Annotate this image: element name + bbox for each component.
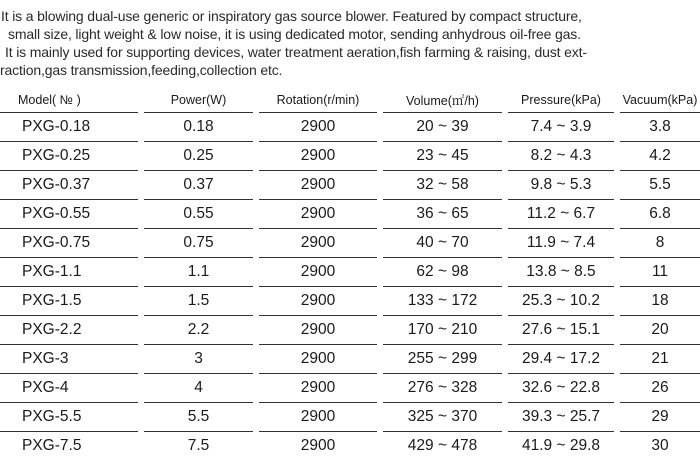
cell-model: PXG-0.25 bbox=[0, 142, 138, 171]
cell-model: PXG-7.5 bbox=[22, 437, 82, 454]
cell-model: PXG-5.5 bbox=[0, 403, 138, 432]
cell-volume: 255 ~ 299 bbox=[383, 345, 502, 374]
cell-vacuum: 4.2 bbox=[620, 142, 700, 171]
cell-volume: 276 ~ 328 bbox=[383, 374, 502, 403]
table-row bbox=[0, 258, 700, 287]
cell-power: 1.5 bbox=[144, 287, 253, 316]
cell-vacuum: 6.8 bbox=[620, 200, 700, 229]
cell-vacuum: 5.5 bbox=[620, 171, 700, 200]
cell-volume: 429 ~ 478 bbox=[407, 437, 478, 454]
description-line: It is a blowing dual-use generic or inspiratory gas source blower. Featured by compact structure, bbox=[1, 8, 582, 24]
table-row bbox=[0, 142, 700, 171]
header-vacuum: Vacuum(kPa) bbox=[620, 88, 700, 113]
cell-pressure: 11.2 ~ 6.7 bbox=[508, 200, 614, 229]
cell-vacuum: 18 bbox=[620, 287, 700, 316]
cell-vacuum: 20 bbox=[620, 316, 700, 345]
cell-power: 4 bbox=[144, 374, 253, 403]
cell-volume: 325 ~ 370 bbox=[383, 403, 502, 432]
cell-rotation: 2900 bbox=[259, 113, 377, 142]
cell-model: PXG-4 bbox=[0, 374, 138, 403]
table-row bbox=[0, 200, 700, 229]
cell-power: 0.25 bbox=[144, 142, 253, 171]
cell-pressure: 9.8 ~ 5.3 bbox=[508, 171, 614, 200]
cell-pressure: 29.4 ~ 17.2 bbox=[508, 345, 614, 374]
table-row bbox=[0, 345, 700, 374]
cell-pressure: 11.9 ~ 7.4 bbox=[508, 229, 614, 258]
cell-rotation: 2900 bbox=[259, 171, 377, 200]
cell-model: PXG-1.5 bbox=[0, 287, 138, 316]
cell-model: PXG-0.18 bbox=[0, 113, 138, 142]
cell-volume: 36 ~ 65 bbox=[383, 200, 502, 229]
header-power: Power(W) bbox=[144, 88, 253, 113]
cell-pressure: 25.3 ~ 10.2 bbox=[508, 287, 614, 316]
table-row bbox=[0, 229, 700, 258]
cell-power: 5.5 bbox=[144, 403, 253, 432]
cell-power: 0.75 bbox=[144, 229, 253, 258]
cell-volume: 23 ~ 45 bbox=[383, 142, 502, 171]
description-line: It is mainly used for supporting devices, water treatment aeration,fish farming & raising, dust ext- bbox=[5, 44, 587, 60]
cell-vacuum: 3.8 bbox=[620, 113, 700, 142]
table-row bbox=[0, 171, 700, 200]
cell-vacuum: 8 bbox=[620, 229, 700, 258]
cell-model: PXG-1.1 bbox=[0, 258, 138, 287]
cell-power: 7.5 bbox=[187, 437, 210, 454]
cell-rotation: 2900 bbox=[259, 229, 377, 258]
cell-power: 2.2 bbox=[144, 316, 253, 345]
cell-power: 1.1 bbox=[144, 258, 253, 287]
cell-vacuum: 11 bbox=[620, 258, 700, 287]
cell-model: PXG-0.75 bbox=[0, 229, 138, 258]
cell-volume: 20 ~ 39 bbox=[383, 113, 502, 142]
cell-rotation: 2900 bbox=[259, 316, 377, 345]
cell-model: PXG-2.2 bbox=[0, 316, 138, 345]
cell-model: PXG-0.37 bbox=[0, 171, 138, 200]
cell-vacuum: 29 bbox=[620, 403, 700, 432]
cell-rotation: 2900 bbox=[259, 142, 377, 171]
table-row bbox=[0, 113, 700, 142]
cell-vacuum: 26 bbox=[620, 374, 700, 403]
cell-rotation: 2900 bbox=[259, 258, 377, 287]
cell-volume: 40 ~ 70 bbox=[383, 229, 502, 258]
cell-volume: 170 ~ 210 bbox=[383, 316, 502, 345]
cell-rotation: 2900 bbox=[259, 287, 377, 316]
table-row bbox=[0, 374, 700, 403]
cell-pressure: 27.6 ~ 15.1 bbox=[508, 316, 614, 345]
cell-pressure: 7.4 ~ 3.9 bbox=[508, 113, 614, 142]
cell-volume: 62 ~ 98 bbox=[383, 258, 502, 287]
specification-table bbox=[0, 88, 700, 460]
header-volume: Volume(㎡/h) bbox=[383, 88, 502, 113]
cell-pressure: 13.8 ~ 8.5 bbox=[508, 258, 614, 287]
cell-pressure: 41.9 ~ 29.8 bbox=[522, 437, 600, 454]
product-description bbox=[0, 7, 700, 79]
cell-model: PXG-0.55 bbox=[0, 200, 138, 229]
cell-power: 0.55 bbox=[144, 200, 253, 229]
cell-volume: 133 ~ 172 bbox=[383, 287, 502, 316]
cell-power: 3 bbox=[144, 345, 253, 374]
header-rotation: Rotation(r/min) bbox=[259, 88, 377, 113]
cell-power: 0.37 bbox=[144, 171, 253, 200]
cell-pressure: 8.2 ~ 4.3 bbox=[508, 142, 614, 171]
header-model: Model( № ) bbox=[0, 88, 138, 113]
cell-rotation: 2900 bbox=[259, 374, 377, 403]
header-pressure: Pressure(kPa) bbox=[508, 88, 614, 113]
cell-model: PXG-3 bbox=[0, 345, 138, 374]
table-header-row bbox=[0, 88, 700, 113]
cell-rotation: 2900 bbox=[259, 200, 377, 229]
cell-pressure: 32.6 ~ 22.8 bbox=[508, 374, 614, 403]
cell-rotation: 2900 bbox=[259, 345, 377, 374]
description-line: raction,gas transmission,feeding,collection etc. bbox=[0, 62, 283, 78]
table-row bbox=[0, 287, 700, 316]
table-row bbox=[0, 432, 700, 461]
description-line: small size, light weight & low noise, it is using dedicated motor, sending anhydrous oil-free gas. bbox=[8, 26, 581, 42]
cell-vacuum: 30 bbox=[651, 437, 669, 454]
cell-vacuum: 21 bbox=[620, 345, 700, 374]
cell-power: 0.18 bbox=[144, 113, 253, 142]
cell-volume: 32 ~ 58 bbox=[383, 171, 502, 200]
cell-rotation: 2900 bbox=[300, 437, 336, 454]
table-row bbox=[0, 316, 700, 345]
cell-rotation: 2900 bbox=[259, 403, 377, 432]
table-row bbox=[0, 403, 700, 432]
cell-pressure: 39.3 ~ 25.7 bbox=[508, 403, 614, 432]
